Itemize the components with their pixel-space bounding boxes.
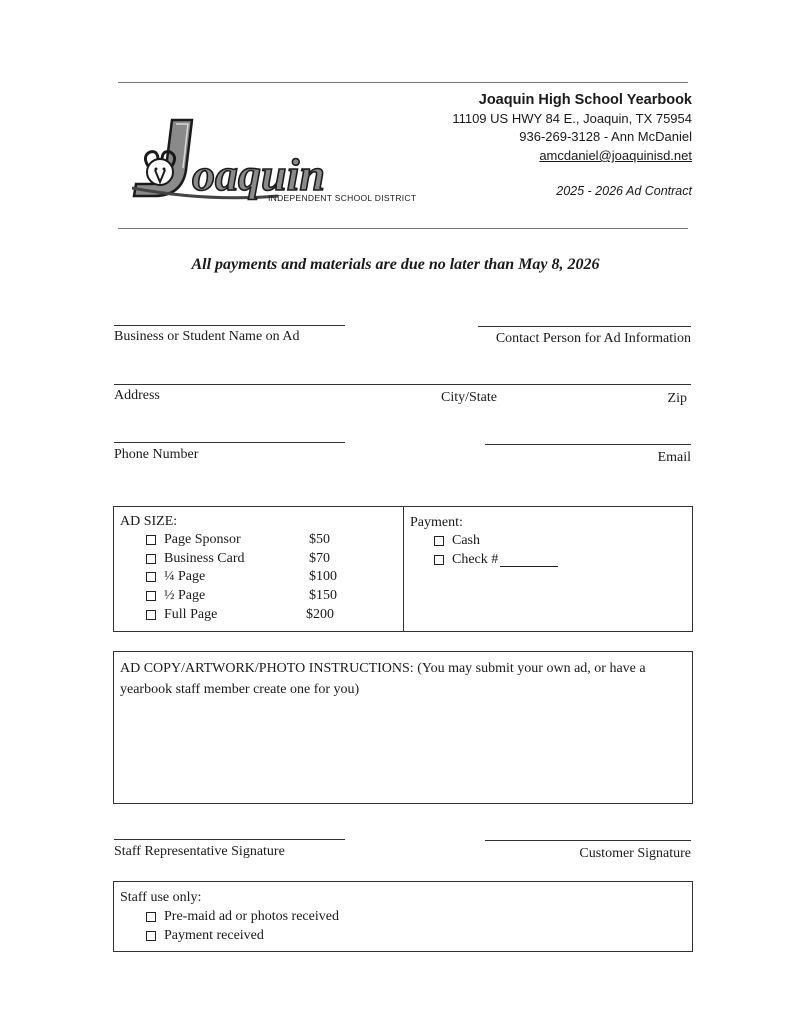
ad-option-business-card[interactable]	[146, 551, 245, 567]
checkbox[interactable]	[146, 554, 156, 564]
staff-use-item-label: Payment received	[164, 928, 264, 943]
staff-signature-label: Staff Representative Signature	[114, 844, 285, 859]
business-name-label: Business or Student Name on Ad	[114, 329, 300, 344]
checkbox[interactable]	[146, 912, 156, 922]
phone-field[interactable]	[114, 442, 345, 443]
ad-option-price: $50	[309, 532, 330, 547]
contact-person-field[interactable]	[478, 326, 691, 327]
address-field[interactable]	[114, 384, 691, 385]
org-name: Joaquin High School Yearbook	[478, 92, 692, 108]
ad-option-label: Full Page	[164, 607, 218, 622]
ad-option-label: ½ Page	[164, 588, 206, 603]
customer-signature-field[interactable]	[485, 840, 691, 841]
payment-cash-label: Cash	[452, 533, 480, 548]
phone-label: Phone Number	[114, 447, 199, 462]
payment-cash-option[interactable]	[434, 533, 480, 549]
org-email-link[interactable]: amcdaniel@joaquinisd.net	[539, 148, 692, 163]
checkbox[interactable]	[146, 572, 156, 582]
email-field[interactable]	[485, 444, 691, 445]
logo-subtitle: INDEPENDENT SCHOOL DISTRICT	[268, 193, 417, 203]
staff-use-item-label: Pre-maid ad or photos received	[164, 909, 339, 924]
ad-size-title: AD SIZE:	[120, 514, 178, 529]
checkbox[interactable]	[146, 931, 156, 941]
contact-person-label: Contact Person for Ad Information	[495, 331, 691, 346]
header-bottom-rule	[118, 228, 688, 229]
checkbox[interactable]	[434, 536, 444, 546]
customer-signature-label: Customer Signature	[579, 846, 691, 861]
instructions-box[interactable]	[113, 651, 693, 804]
payment-title: Payment:	[410, 515, 463, 530]
due-date-notice: All payments and materials are due no later than May 8, 2026	[191, 256, 600, 273]
email-label: Email	[657, 450, 691, 465]
contract-year: 2025 - 2026 Ad Contract	[556, 184, 692, 198]
ad-option-price: $200	[306, 607, 334, 622]
instructions-text: AD COPY/ARTWORK/PHOTO INSTRUCTIONS: (You may submit your own ad, or have a yearbook staff member create one for you)	[120, 661, 646, 697]
ad-option-price: $100	[309, 569, 337, 584]
zip-label: Zip	[667, 391, 687, 406]
address-label: Address	[114, 388, 160, 403]
ad-option-quarter-page[interactable]	[146, 569, 205, 585]
ad-option-page-sponsor[interactable]	[146, 532, 241, 548]
staff-use-item[interactable]	[146, 909, 339, 925]
org-phone-contact: 936-269-3128 - Ann McDaniel	[519, 129, 692, 144]
staff-use-item[interactable]	[146, 928, 264, 944]
logo-wordmark: oaquin	[192, 149, 325, 200]
checkbox[interactable]	[146, 610, 156, 620]
box-divider	[403, 507, 404, 631]
ad-option-label: Page Sponsor	[164, 532, 241, 547]
check-number-field[interactable]	[500, 554, 558, 567]
ad-option-full-page[interactable]	[146, 607, 217, 623]
ad-option-half-page[interactable]	[146, 588, 205, 604]
city-state-label: City/State	[441, 390, 497, 405]
checkbox[interactable]	[146, 591, 156, 601]
staff-signature-field[interactable]	[114, 839, 345, 840]
payment-check-option[interactable]	[434, 552, 558, 568]
business-name-field[interactable]	[114, 325, 345, 326]
staff-use-box	[113, 881, 693, 952]
checkbox[interactable]	[146, 535, 156, 545]
ad-size-payment-box	[113, 506, 693, 632]
checkbox[interactable]	[434, 555, 444, 565]
ad-option-price: $150	[309, 588, 337, 603]
ad-option-label: Business Card	[164, 551, 245, 566]
header-top-rule	[118, 82, 688, 83]
payment-check-label: Check #	[452, 552, 499, 567]
ad-option-label: ¼ Page	[164, 569, 206, 584]
org-address: 11109 US HWY 84 E., Joaquin, TX 75954	[452, 111, 692, 126]
staff-use-title: Staff use only:	[120, 890, 202, 905]
ad-option-price: $70	[309, 551, 330, 566]
